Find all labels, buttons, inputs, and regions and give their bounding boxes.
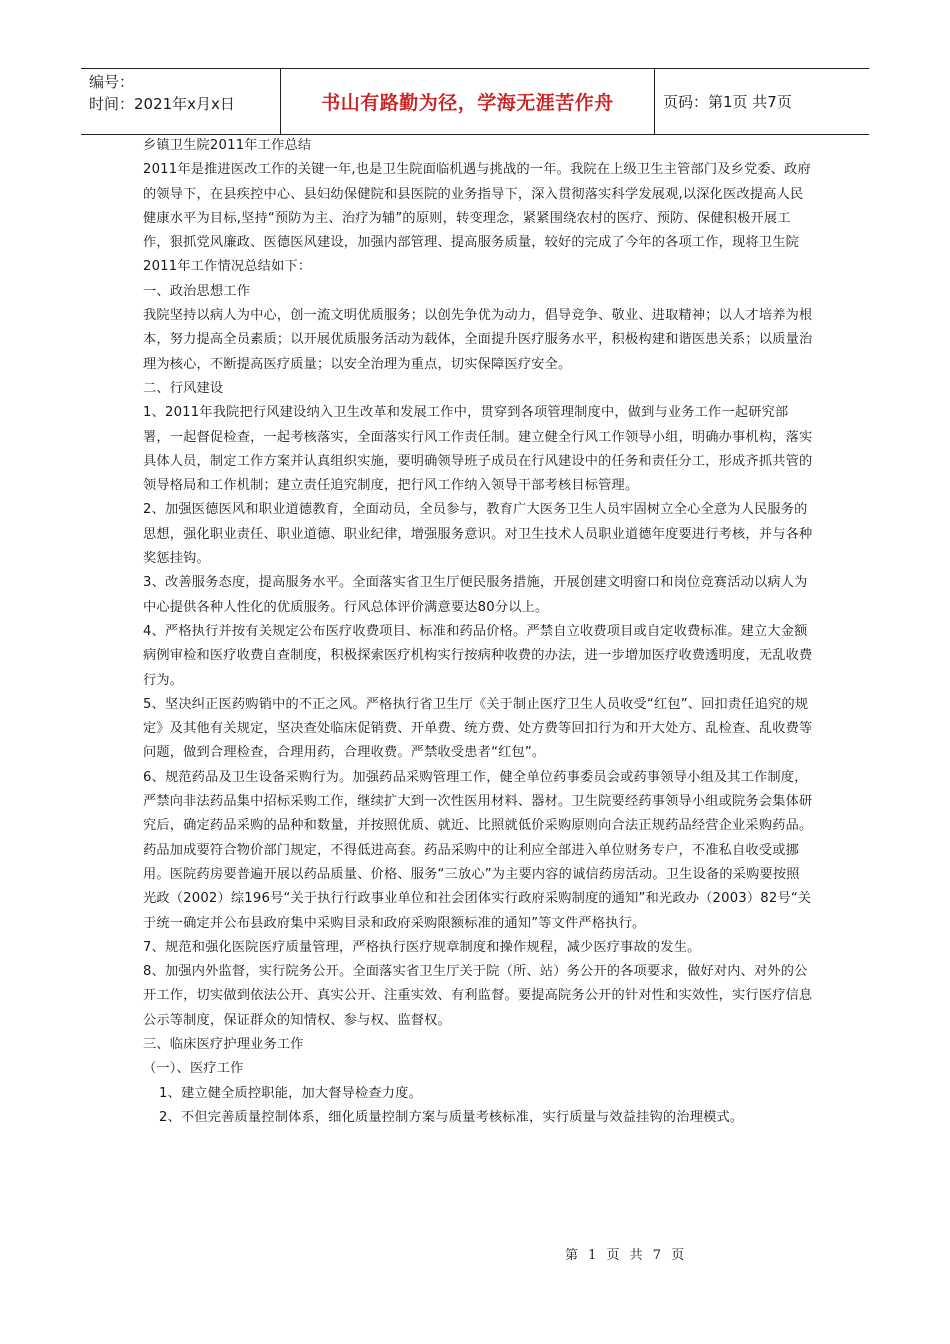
paragraph: 4、严格执行并按有关规定公布医疗收费项目、标准和药品价格。严禁自立收费项目或自定收费标准。建立大金额病例审检和医疗收费自查制度，积极探索医疗机构实行按病种收费的办法，进一步增加医疗收费透明度，无乱收费行为。 bbox=[143, 623, 813, 688]
list-item: 1、建立健全质控职能，加大督导检查力度。 bbox=[159, 1085, 422, 1101]
time-label: 时间：2021年x月x日 bbox=[89, 95, 235, 113]
subsection-heading: （一）、医疗工作 bbox=[143, 1061, 244, 1077]
paragraph: 5、坚决纠正医药购销中的不正之风。严格执行省卫生厅《关于制止医疗卫生人员收受“红包”、回扣责任追究的规定》及其他有关规定，坚决查处临床促销费、开单费、统方费、处方费等回扣行为和开大处方、乱检查、乱收费等问题，做到合理检查，合理用药，合理收费。严禁收受患者“红包”。 bbox=[143, 696, 813, 761]
paragraph: 3、改善服务态度，提高服务水平。全面落实省卫生厅便民服务措施，开展创建文明窗口和岗位竞赛活动以病人为中心提供各种人性化的优质服务。行风总体评价满意要达80分以上。 bbox=[143, 575, 808, 615]
section-heading-2: 二、行风建设 bbox=[143, 380, 224, 396]
paragraph: 2、加强医德医风和职业道德教育，全面动员，全员参与，教育广大医务卫生人员牢固树立全心全意为人民服务的思想，强化职业责任、职业道德、职业纪律，增强服务意识。对卫生技术人员职业道德年度要进行考核，并与各种奖惩挂钩。 bbox=[143, 502, 813, 567]
paragraph: 8、加强内外监督，实行院务公开。全面落实省卫生厅关于院（所、站）务公开的各项要求，做好对内、对外的公开工作，切实做到依法公开、真实公开、注重实效、有利监督。要提高院务公开的针对性和实效性，实行医疗信息公示等制度，保证群众的知情权、参与权、监督权。 bbox=[143, 964, 813, 1028]
section-heading-1: 一、政治思想工作 bbox=[143, 283, 251, 299]
header-meta bbox=[81, 69, 281, 134]
section-heading-3: 三、临床医疗护理业务工作 bbox=[143, 1036, 304, 1052]
paragraph-intro: 2011年是推进医改工作的关键一年,也是卫生院面临机遇与挑战的一年。我院在上级卫生主管部门及乡党委、政府的领导下，在县疾控中心、县妇幼保健院和县医院的业务指导下，深入贯彻落实科学发展观,以深化医改提高人民健康水平为目标,坚持“预防为主、治疗为辅”的原则，转变理念，紧紧围绕农村的医疗、预防、保健积极开展工作，狠抓党风廉政、医德医风建设，加强内部管理、提高服务质量，较好的完成了今年的各项工作，现将卫生院2011年工作情况总结如下： bbox=[143, 162, 811, 275]
list-item: 2、不但完善质量控制体系，细化质量控制方案与质量考核标准，实行质量与效益挂钩的治理模式。 bbox=[159, 1109, 744, 1125]
document-title: 乡镇卫生院2011年工作总结 bbox=[143, 138, 312, 153]
header-motto: 书山有路勤为径，学海无涯苦作舟 bbox=[281, 69, 655, 134]
document-body bbox=[143, 132, 813, 1130]
page-indicator: 第 1 页 共 7 页 bbox=[565, 1248, 688, 1263]
paragraph: 7、规范和强化医院医疗质量管理，严格执行医疗规章制度和操作规程，减少医疗事故的发生。 bbox=[143, 939, 701, 955]
paragraph: 我院坚持以病人为中心，创一流文明优质服务；以创先争优为动力，倡导竞争、敬业、进取精神；以人才培养为根本，努力提高全员素质；以开展优质服务活动为载体，全面提升医疗服务水平，积极构建和谐医患关系；以质量治理为核心，不断提高医疗质量；以安全治理为重点，切实保障医疗安全。 bbox=[143, 308, 813, 372]
paragraph: 6、规范药品及卫生设备采购行为。加强药品采购管理工作，健全单位药事委员会或药事领导小组及其工作制度，严禁向非法药品集中招标采购工作，继续扩大到一次性医用材料、器材。卫生院要经药事领导小组或院务会集体研究后，确定药品采购的品种和数量，并按照优质、就近、比照就低价采购原则向合法正规药品经营企业采购药品。药品加成要符合物价部门规定，不得低进高套。药品采购中的让利应全部进入单位财务专户，不准私自收受或挪用。医院药房要普遍开展以药品质量、价格、服务“三放心”为主要内容的诚信药房活动。卫生设备的采购要按照光政（2002）综196号“关于执行行政事业单位和社会团体实行政府采购制度的通知”和光政办（2003）82号“关于统一确定并公布县政府集中采购目录和政府采购限额标准的通知”等文件严格执行。 bbox=[143, 769, 813, 931]
document-header bbox=[81, 68, 869, 135]
header-page-label: 页码：第1页 共7页 bbox=[663, 93, 792, 111]
number-label: 编号： bbox=[89, 73, 135, 91]
paragraph: 1、2011年我院把行风建设纳入卫生改革和发展工作中，贯穿到各项管理制度中，做到与业务工作一起研究部署，一起督促检查，一起考核落实，全面落实行风工作责任制。建立健全行风工作领导小组，明确办事机构，落实具体人员，制定工作方案并认真组织实施，要明确领导班子成员在行风建设中的任务和责任分工，形成齐抓共管的领导格局和工作机制；建立责任追究制度，把行风工作纳入领导干部考核目标管理。 bbox=[143, 405, 813, 494]
